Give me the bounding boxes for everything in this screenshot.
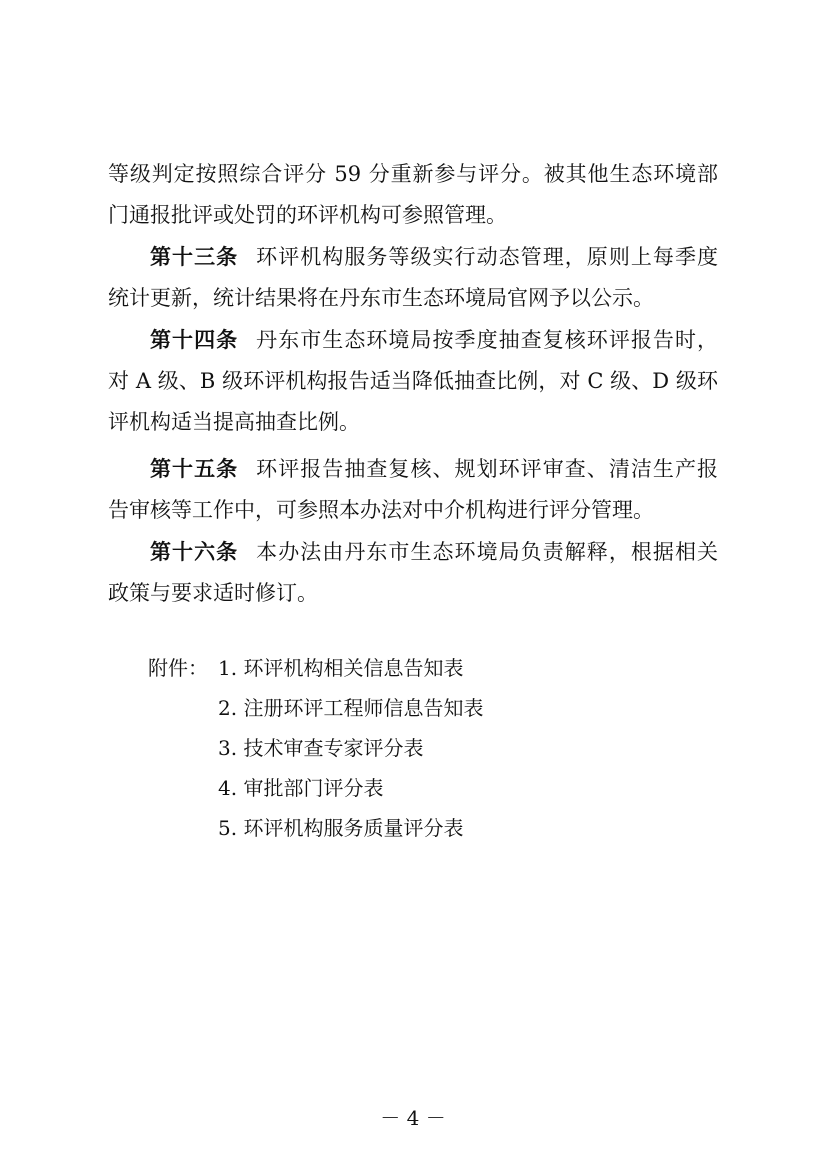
article-13-line [150, 243, 718, 271]
attachment-item: 2. 注册环评工程师信息告知表 [218, 696, 484, 720]
article-16-label: 第十六条 [150, 540, 239, 564]
attachment-item: 3. 技术审查专家评分表 [218, 736, 424, 760]
article-14-line [150, 326, 718, 354]
article-13-label: 第十三条 [150, 245, 239, 269]
attachment-item: 1. 环评机构相关信息告知表 [218, 656, 464, 680]
article-15-label: 第十五条 [150, 457, 239, 481]
article-14-label: 第十四条 [150, 328, 239, 352]
attachment-item: 5. 环评机构服务质量评分表 [218, 816, 464, 840]
article-15-text: 环评报告抽查复核、规划环评审查、清洁生产报 [256, 457, 719, 481]
paragraph-line: 统计更新，统计结果将在丹东市生态环境局官网予以公示。 [108, 286, 654, 310]
paragraph-line: 等级判定按照综合评分 59 分重新参与评分。被其他生态环境部 [108, 162, 718, 186]
paragraph-line: 评机构适当提高抽查比例。 [108, 410, 360, 434]
paragraph-line: 政策与要求适时修订。 [108, 581, 318, 605]
article-16-text: 本办法由丹东市生态环境局负责解释，根据相关 [256, 540, 719, 564]
article-15-line [150, 455, 718, 483]
paragraph-line: 门通报批评或处罚的环评机构可参照管理。 [108, 203, 507, 227]
article-14-text: 丹东市生态环境局按季度抽查复核环评报告时， [256, 328, 719, 352]
attachment-item: 4. 审批部门评分表 [218, 776, 384, 800]
page-number: － 4 － [380, 1106, 446, 1130]
paragraph-line: 告审核等工作中，可参照本办法对中介机构进行评分管理。 [108, 498, 654, 522]
article-16-line [150, 538, 718, 566]
paragraph-line: 对 A 级、B 级环评机构报告适当降低抽查比例，对 C 级、D 级环 [108, 369, 718, 393]
attachments-label: 附件： [148, 656, 208, 680]
article-13-text: 环评机构服务等级实行动态管理，原则上每季度 [256, 245, 719, 269]
